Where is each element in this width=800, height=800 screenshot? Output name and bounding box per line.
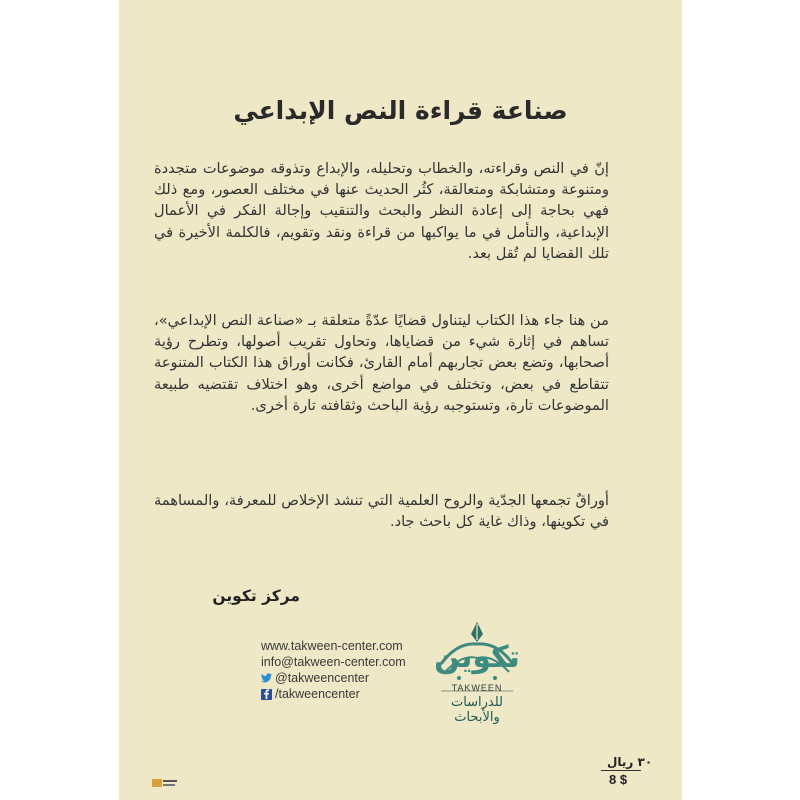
facebook-line [261, 686, 406, 702]
contact-block [261, 638, 406, 702]
facebook-f-icon [261, 689, 272, 700]
twitter-handle: @takweencenter [275, 671, 369, 685]
logo-subtitle: للدراسات والأبحاث [450, 695, 504, 725]
price-usd: 8 $ [609, 772, 628, 787]
blurb-paragraph-1: إنّ في النص وقراءته، والخطاب وتحليله، والإبداع وتذوقه موضوعات متجددة ومتنوعة ومتشابكة ومتعالقة، كثُر الحديث عنها في مختلف العصور، ومع ذلك فهي بحاجة إلى إعادة النظر والبحث والتنقيب وإجالة الفكر في الأعمال الإبداعية، والتأمل في ما يواكبها من قراءة ونقد وتقويم، فالكلمة الأخيرة في تلك القضايا لم تُقل بعد. [154, 160, 609, 262]
logo-arabic-name: تكوين [434, 640, 520, 675]
logo-english-name: TAKWEEN [451, 683, 503, 693]
website-text: www.takween-center.com [261, 639, 403, 653]
twitter-bird-icon [261, 673, 272, 684]
email-line [261, 654, 406, 670]
twitter-line [261, 670, 406, 686]
signature: مركز تكوين [212, 587, 300, 605]
price-sar: ٣٠ ريال [607, 755, 653, 769]
publisher-small-mark [152, 777, 178, 789]
blurb-paragraph-2: من هنا جاء هذا الكتاب ليتناول قضايًا عدّةً متعلقة بـ «صناعة النص الإبداعي»، تساهم في إثارة شيء من قضاياها، وتحاول تقريب أصولها، وتطرح رؤية أصحابها، وتضع بعض تجاربهم أمام القارئ، فكانت أوراق هذا الكتاب المتنوعة تتقاطع في بعض، وتختلف في مواضع أخرى، وهو اختلاف تقتضيه طبيعة الموضوعات تارة، وتستوجبه رؤية الباحث وثقافته تارة أخرى. [154, 312, 609, 414]
back-cover [119, 0, 682, 800]
blurb-paragraph-3: أوراقٌ تجمعها الجدّية والروح العلمية التي تنشد الإخلاص للمعرفة، والمساهمة في تكوينها، وذاك غاية كل باحث جاد. [154, 492, 609, 531]
website-line [261, 638, 406, 654]
price-divider [601, 770, 641, 771]
facebook-handle: /takweencenter [275, 687, 360, 701]
book-title: صناعة قراءة النص الإبداعي [233, 96, 568, 125]
email-text: info@takween-center.com [261, 655, 406, 669]
